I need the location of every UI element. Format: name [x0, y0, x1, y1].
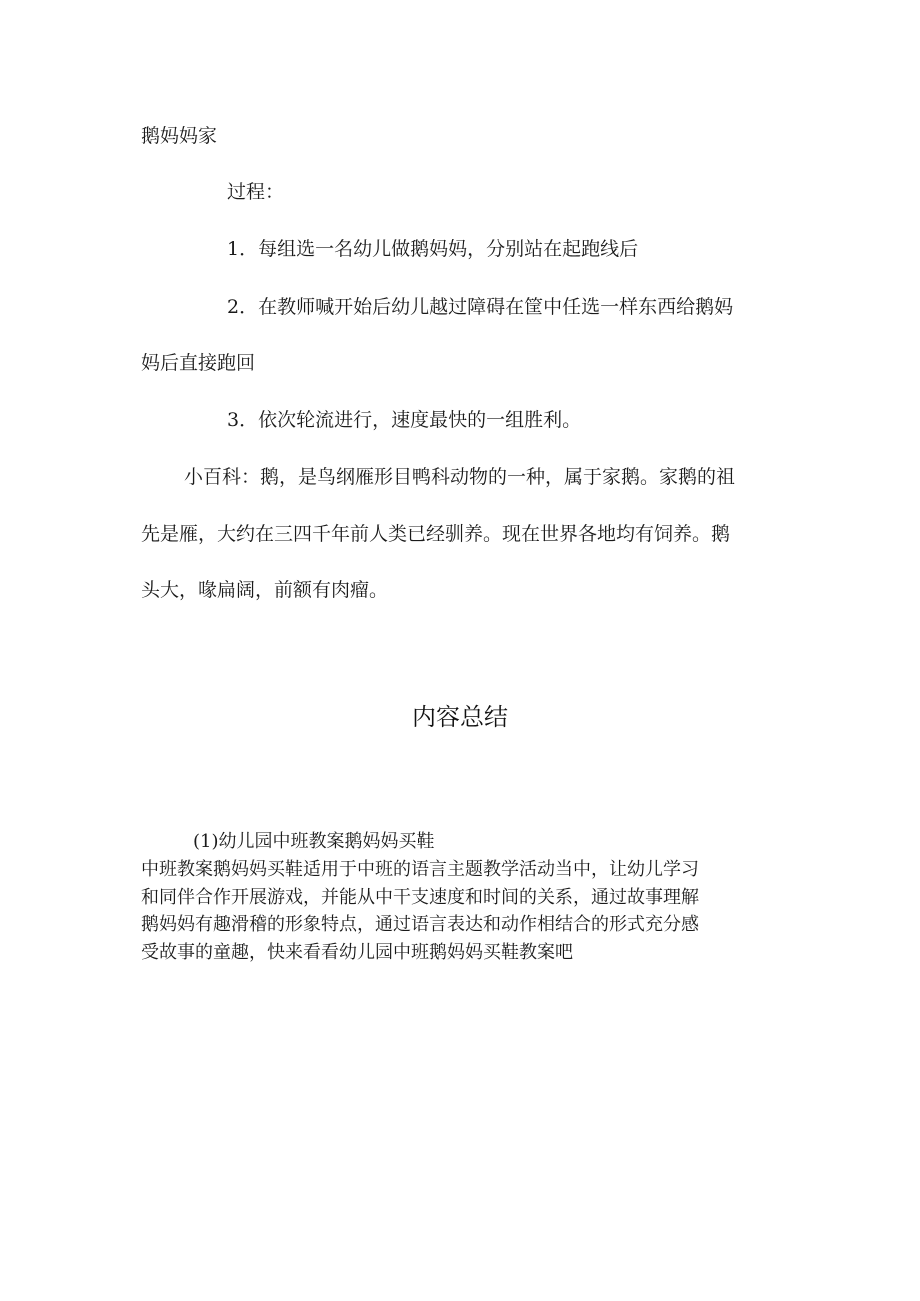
text-line: 小百科：鹅，是鸟纲雁形目鸭科动物的一种，属于家鹅。家鹅的祖 — [184, 466, 736, 488]
summary-item-title: (1)幼儿园中班教案鹅妈妈买鞋 — [193, 831, 435, 852]
summary-text-line: 鹅妈妈有趣滑稽的形象特点，通过语言表达和动作相结合的形式充分感 — [141, 914, 699, 935]
summary-text-line: 受故事的童趣，快来看看幼儿园中班鹅妈妈买鞋教案吧 — [141, 942, 573, 963]
text-line: 妈后直接跑回 — [141, 352, 256, 374]
summary-text-line: 中班教案鹅妈妈买鞋适用于中班的语言主题教学活动当中，让幼儿学习 — [141, 859, 699, 880]
list-item: 2．在教师喊开始后幼儿越过障碍在筐中任选一样东西给鹅妈 — [227, 296, 734, 318]
text-line: 鹅妈妈家 — [141, 125, 218, 147]
text-line: 头大，喙扁阔，前额有肉瘤。 — [141, 579, 389, 601]
list-item: 3．依次轮流进行，速度最快的一组胜利。 — [227, 409, 582, 431]
list-item: 1．每组选一名幼儿做鹅妈妈，分别站在起跑线后 — [227, 238, 639, 260]
text-line: 先是雁，大约在三四千年前人类已经驯养。现在世界各地均有饲养。鹅 — [141, 523, 731, 545]
summary-text-line: 和同伴合作开展游戏，并能从中干支速度和时间的关系，通过故事理解 — [141, 887, 699, 908]
summary-heading: 内容总结 — [412, 703, 508, 731]
text-line: 过程： — [227, 181, 285, 203]
